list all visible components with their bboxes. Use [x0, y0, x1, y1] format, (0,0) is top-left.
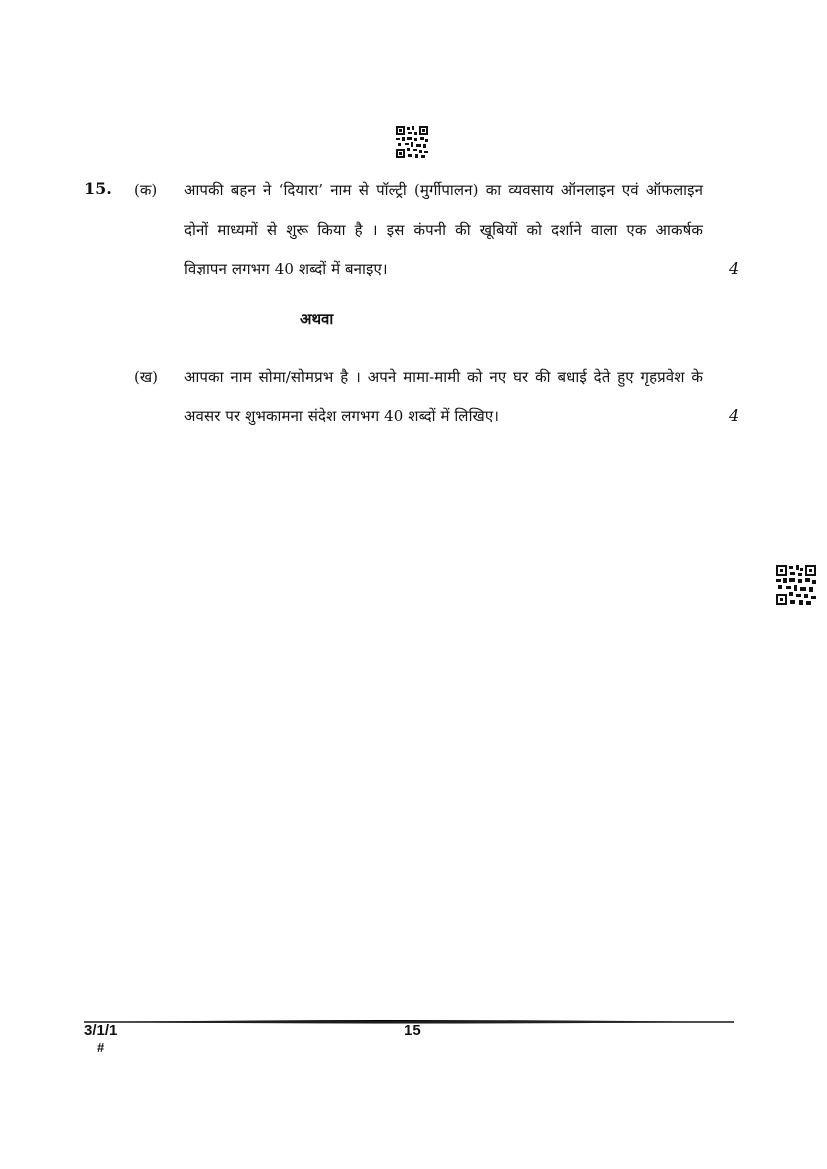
paper-code: 3/1/1: [84, 1022, 118, 1039]
or-separator: अथवा: [300, 310, 334, 328]
question-b-line-1: आपका नाम सोमा/सोमप्रभ है । अपने मामा-मामी को नए घर की बधाई देते हुए गृहप्रवेश के: [184, 368, 703, 386]
question-b-line-2: अवसर पर शुभकामना संदेश लगभग 40 शब्दों में लिखिए।: [184, 407, 500, 425]
question-number: 15.: [84, 179, 112, 198]
marks-b: 4: [729, 406, 740, 425]
option-label-b: (ख): [134, 368, 158, 386]
footer-rule: [84, 1010, 734, 1016]
question-a-line-2: दोनों माध्यमों से शुरू किया है । इस कंपनी की खूबियों को दर्शाने वाला एक आकर्षक: [184, 221, 703, 239]
question-a-line-3: विज्ञापन लगभग 40 शब्दों में बनाइए।: [184, 260, 388, 278]
qr-code-top-icon: [396, 126, 428, 158]
qr-code-side: [776, 565, 816, 605]
question-a-line-1: आपकी बहन ने ‘दियारा’ नाम से पॉल्ट्री (मुर्गीपालन) का व्यवसाय ऑनलाइन एवं ऑफलाइन: [184, 181, 703, 199]
footer-hash: #: [97, 1040, 105, 1055]
qr-code-side-icon: [776, 565, 816, 605]
option-label-a: (क): [134, 181, 158, 199]
marks-a: 4: [729, 259, 740, 278]
qr-code-top: [396, 126, 428, 158]
page-number: 15: [404, 1022, 421, 1039]
